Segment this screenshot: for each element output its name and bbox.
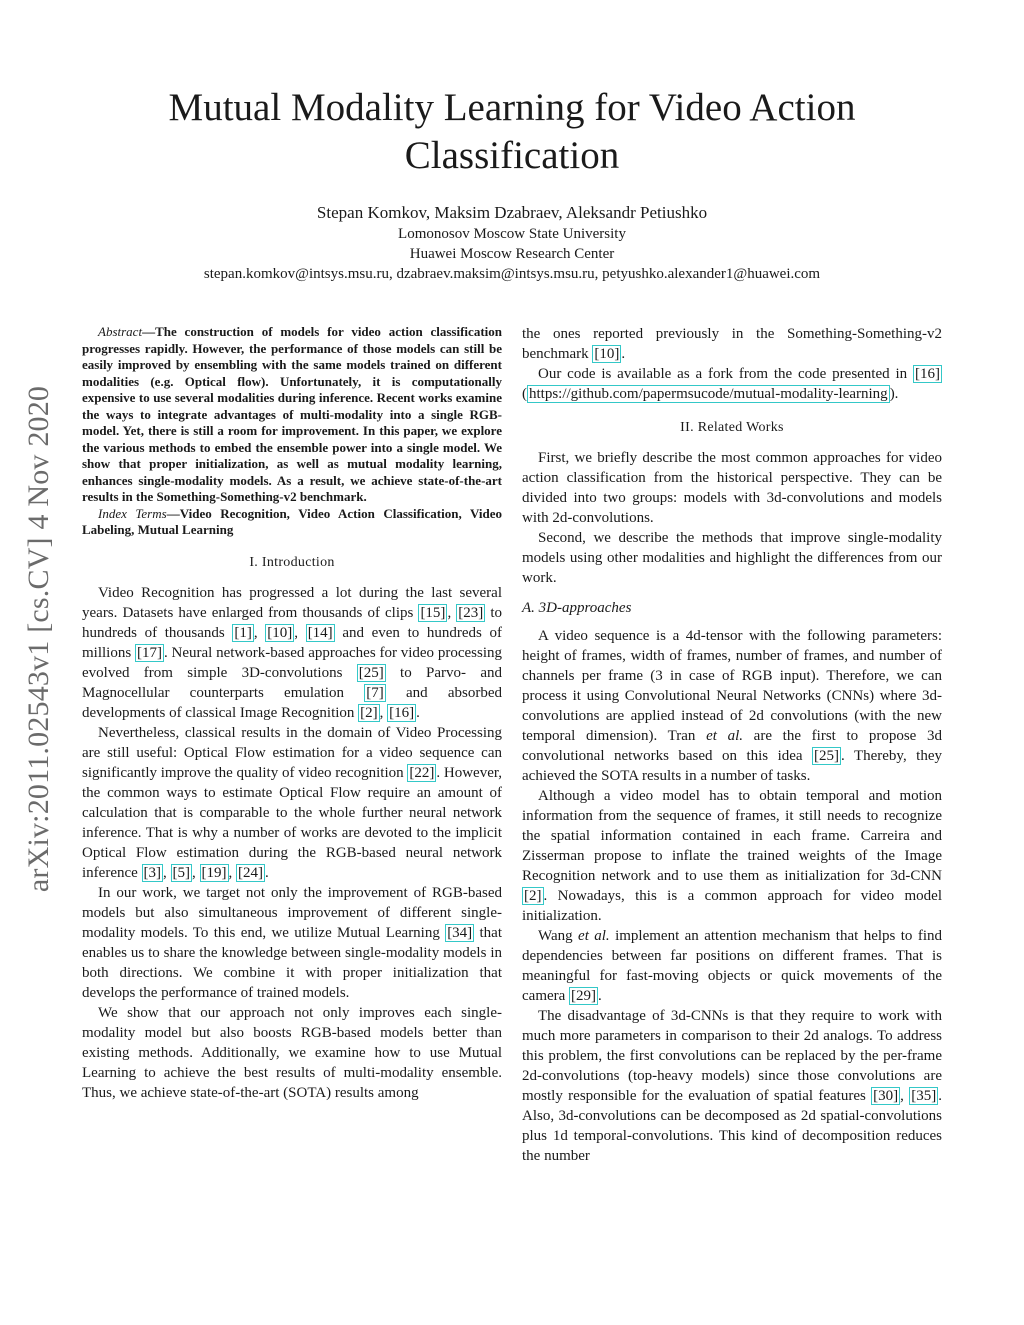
arxiv-identifier: arXiv:2011.02543v1 [cs.CV] 4 Nov 2020 — [22, 385, 55, 893]
section-heading-related-works: II. Related Works — [680, 420, 784, 435]
citation-link[interactable]: [2] — [360, 704, 378, 721]
citation-link[interactable]: [30] — [873, 1088, 899, 1104]
citation-link[interactable]: [5] — [172, 864, 191, 881]
citation-link[interactable]: [14] — [307, 624, 333, 641]
citation-link[interactable]: [25] — [814, 748, 840, 764]
citation-link[interactable]: [16] — [389, 704, 415, 721]
affiliation-2: Huawei Moscow Research Center — [409, 246, 615, 262]
intro-paragraph-2: Nevertheless, classical results in the domain of Video Processing are still useful: Optical Flow estimation for a video sequence can significantly improve the quality of video recognition [22] . However, the common ways to estimate Optical Flow require an amount of calculation that is comparable to the whole further neural network inference. That is why a number of works are devoted to the implicit Optical Flow estimation during the RGB-based neural network inference [3] , [5] , [19] , [24] . — [82, 724, 503, 881]
section-heading-introduction: I. Introduction — [249, 554, 335, 570]
left-column — [82, 324, 502, 1103]
approaches-paragraph-4: The disadvantage of 3d-CNNs is that they require to work with much more parameters in comparison to their 2d analogs. To address this problem, the first convolutions can be replaced by the per-frame 2d-convolutions (top-heavy models) since those convolutions are mostly responsible for the evaluation of spatial features [30] , [35] . Also, 3d-convolutions can be decomposed as 2d spatial-convolutions plus 1d temporal-convolutions. This kind of decomposition reduces the number — [522, 1008, 942, 1164]
citation-link[interactable]: [17] — [136, 644, 162, 661]
citation-link[interactable]: [22] — [409, 764, 435, 781]
github-repo-link[interactable]: https://github.com/papermsucode/mutual-modality-learning — [529, 386, 888, 402]
citation-link[interactable]: [29] — [571, 988, 597, 1004]
abstract-text: —The construction of models for video action classification progresses rapidly. However, the performance of those models can still be easily improved by ensembling with the same models trained on different modalities (e.g. Optical flow). Unfortunately, it is computationally expensive to use several modalities during inference. Recent works examine the ways to integrate advantages of multi-modality into a single RGB-model. Yet, there is still a room for improvement. In this paper, we explore the various methods to embed the ensemble power into a single model. We show that proper initialization, as well as mutual modality learning, enhances single-modality models. As a result, we achieve state-of-the-art results in the Something-Something-v2 benchmark. — [82, 324, 502, 504]
intro-paragraph-1: Video Recognition has progressed a lot during the last several years. Datasets have enlarged from thousands of clips [15] , [23] to hundreds of thousands [1] , [10] , [14] and even to hundreds of millions [17] . Neural network-based approaches for video processing evolved from simple 3D-convolutions [25] to Parvo- and Magnocellular counterparts emulation [7] and absorbed developments of classical Image Recognition [2] , [16] . — [82, 584, 503, 721]
citation-link[interactable]: [34] — [447, 924, 473, 941]
related-paragraph-2: Second, we describe the methods that improve single-modality models using other modalities and highlight the differences from our work. — [522, 530, 942, 586]
citation-link[interactable]: [3] — [143, 864, 162, 881]
citation-link[interactable]: [10] — [594, 346, 620, 362]
abstract-paragraph — [82, 324, 502, 506]
approaches-paragraph-1: A video sequence is a 4d-tensor with the following parameters: height of frames, width of frames, number of frames, and number of channels per frame (3 in case of RGB input). Therefore, we can process it using Convolutional Neural Networks (CNNs) where 3d-convolutions are applied instead of 2d convolutions (with the new temporal dimension). Tran et al. are the first to propose 3d convolutional networks based on this idea [25] . Thereby, they achieved the SOTA results in a number of tasks. — [522, 628, 942, 784]
citation-link[interactable]: [2] — [524, 888, 542, 904]
author-emails: stepan.komkov@intsys.msu.ru, dzabraev.maksim@intsys.msu.ru, petyushko.alexander1@huawei.com — [203, 266, 821, 282]
intro-paragraph-3: In our work, we target not only the improvement of RGB-based models but also simultaneous improvement of different single-modality models. To this end, we utilize Mutual Learning [34] that enables us to share the knowledge between single-modality models in both directions. We combine it with proper initialization that develops the performance of trained models. — [82, 884, 503, 1001]
citation-link[interactable]: [19] — [201, 864, 227, 881]
citation-link[interactable]: [24] — [238, 864, 264, 881]
citation-link[interactable]: [7] — [366, 684, 384, 701]
approaches-paragraph-3: Wang et al. implement an attention mechanism that helps to find dependencies between far positions on different frames. That is meaningful for fast-moving objects or quick movements of the camera [29] . — [522, 928, 942, 1004]
affiliation-1: Lomonosov Moscow State University — [398, 226, 626, 242]
code-availability-paragraph: Our code is available as a fork from the code presented in [16] ( https://github.com/papermsucode/mutual-modality-learning ). — [522, 366, 940, 402]
citation-link[interactable]: [35] — [911, 1088, 937, 1104]
index-terms-paragraph — [82, 506, 502, 539]
intro-paragraph-4: We show that our approach not only improves each single-modality model but also boosts RGB-based models better than existing methods. Additionally, we examine how to use Mutual Learning to achieve the best results of multi-modality ensemble. Thus, we achieve state-of-the-art (SOTA) results among — [82, 1004, 502, 1101]
citation-link[interactable]: [15] — [420, 604, 446, 621]
index-terms-label: Index Terms — [98, 505, 167, 521]
right-column — [522, 324, 942, 1166]
index-terms-text: —Video Recognition, Video Action Classification, Video Labeling, Mutual Learning — [82, 505, 503, 537]
author-list: Stepan Komkov, Maksim Dzabraev, Aleksandr Petiushko — [316, 203, 708, 222]
citation-link[interactable]: [16] — [915, 366, 940, 382]
subsection-heading-3d-approaches: A. 3D-approaches — [522, 600, 632, 616]
abstract-block — [82, 324, 502, 539]
related-paragraph-1: First, we briefly describe the most common approaches for video action classification from the historical perspective. They can be divided into two groups: models with 3d-convolutions and models with 2d-convolutions. — [522, 450, 942, 526]
arxiv-side-stamp — [18, 350, 60, 928]
approaches-paragraph-2: Although a video model has to obtain temporal and motion information from the sequence of frames, it still needs to recognize the spatial information contained in each frame. Carreira and Zisserman propose to inflate the trained weights of the Image Recognition network and to use them as initialization for 3d-CNN [2] . Nowadays, this is a common approach for video model initialization. — [522, 788, 942, 924]
intro-paragraph-4-continued: the ones reported previously in the Something-Something-v2 benchmark [10] . — [522, 326, 942, 362]
abstract-label: Abstract — [98, 324, 143, 339]
citation-link[interactable]: [1] — [234, 624, 252, 641]
paper-title: Mutual Modality Learning for Video Action Classification — [168, 86, 856, 177]
citation-link[interactable]: [23] — [458, 604, 484, 621]
citation-link[interactable]: [10] — [267, 624, 293, 641]
citation-link[interactable]: [25] — [358, 664, 384, 681]
